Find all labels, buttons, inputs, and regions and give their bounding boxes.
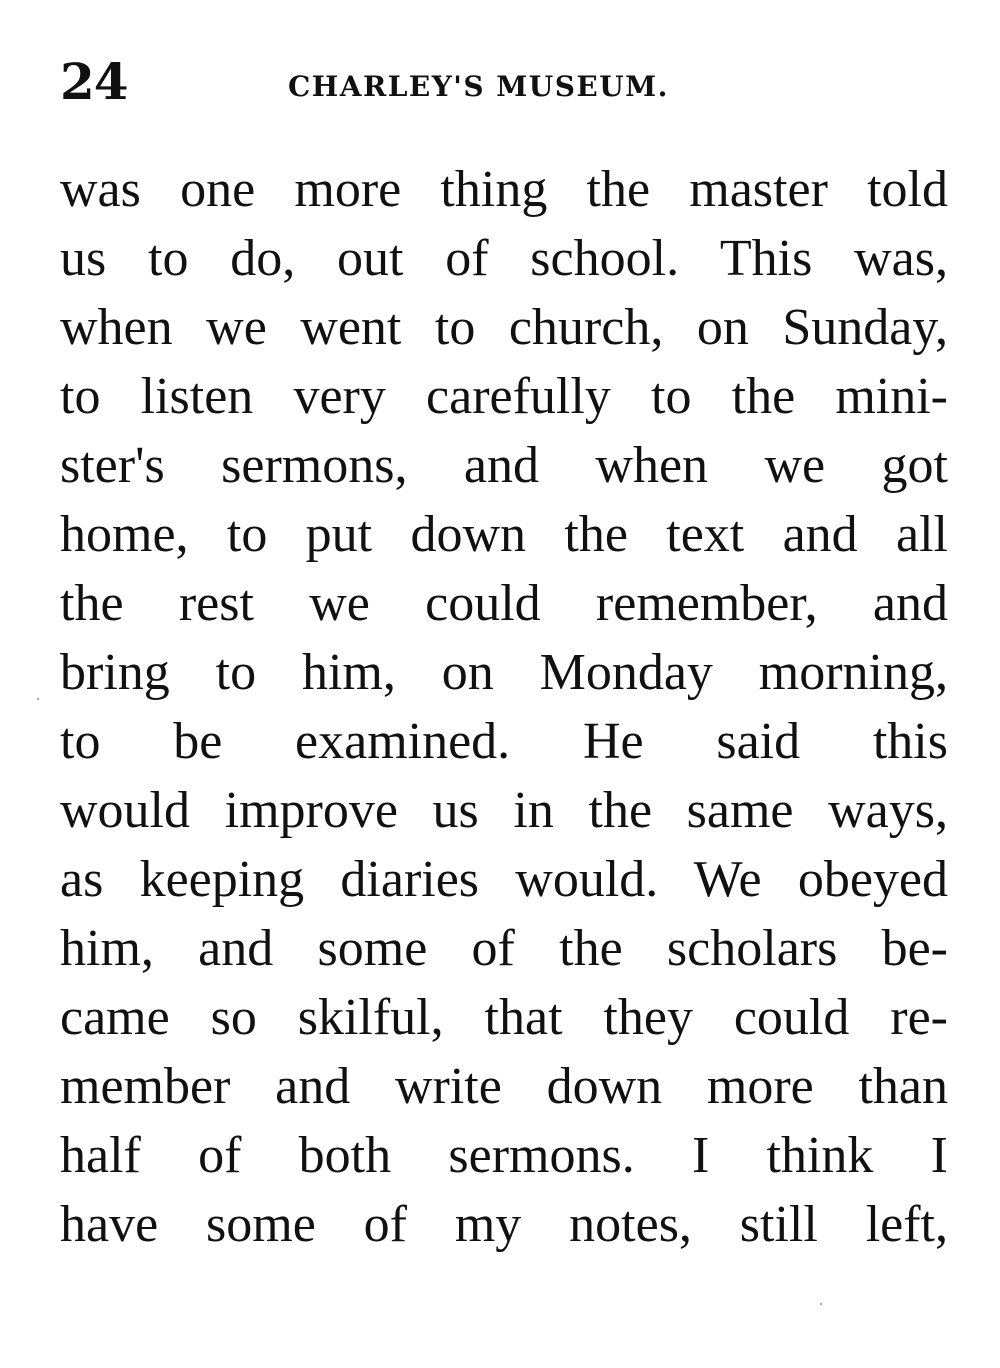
text-line: was one more thing the master told (60, 161, 948, 218)
page-header (60, 52, 950, 112)
text-line: came so skilful, that they could re- (60, 989, 948, 1046)
text-line: ster's sermons, and when we got (60, 437, 948, 494)
text-line: when we went to church, on Sunday, (60, 299, 948, 356)
text-line: member and write down more than (60, 1058, 948, 1115)
print-speck (820, 1303, 822, 1305)
text-line: half of both sermons. I think I (60, 1127, 948, 1184)
text-line: as keeping diaries would. We obeyed (60, 851, 948, 908)
running-title: CHARLEY'S MUSEUM. (288, 70, 669, 103)
page-number: 24 (60, 52, 128, 111)
text-line: us to do, out of school. This was, (60, 230, 948, 287)
text-line: to listen very carefully to the mini- (60, 368, 948, 425)
text-line: home, to put down the text and all (60, 506, 948, 563)
text-line: bring to him, on Monday morning, (60, 644, 948, 701)
text-line: have some of my notes, still left, (60, 1196, 948, 1253)
text-line: the rest we could remember, and (60, 575, 948, 632)
body-text (60, 155, 948, 1259)
text-line: would improve us in the same ways, (60, 782, 948, 839)
print-speck (37, 698, 39, 700)
text-line: him, and some of the scholars be- (60, 920, 948, 977)
text-line: to be examined. He said this (60, 713, 948, 770)
